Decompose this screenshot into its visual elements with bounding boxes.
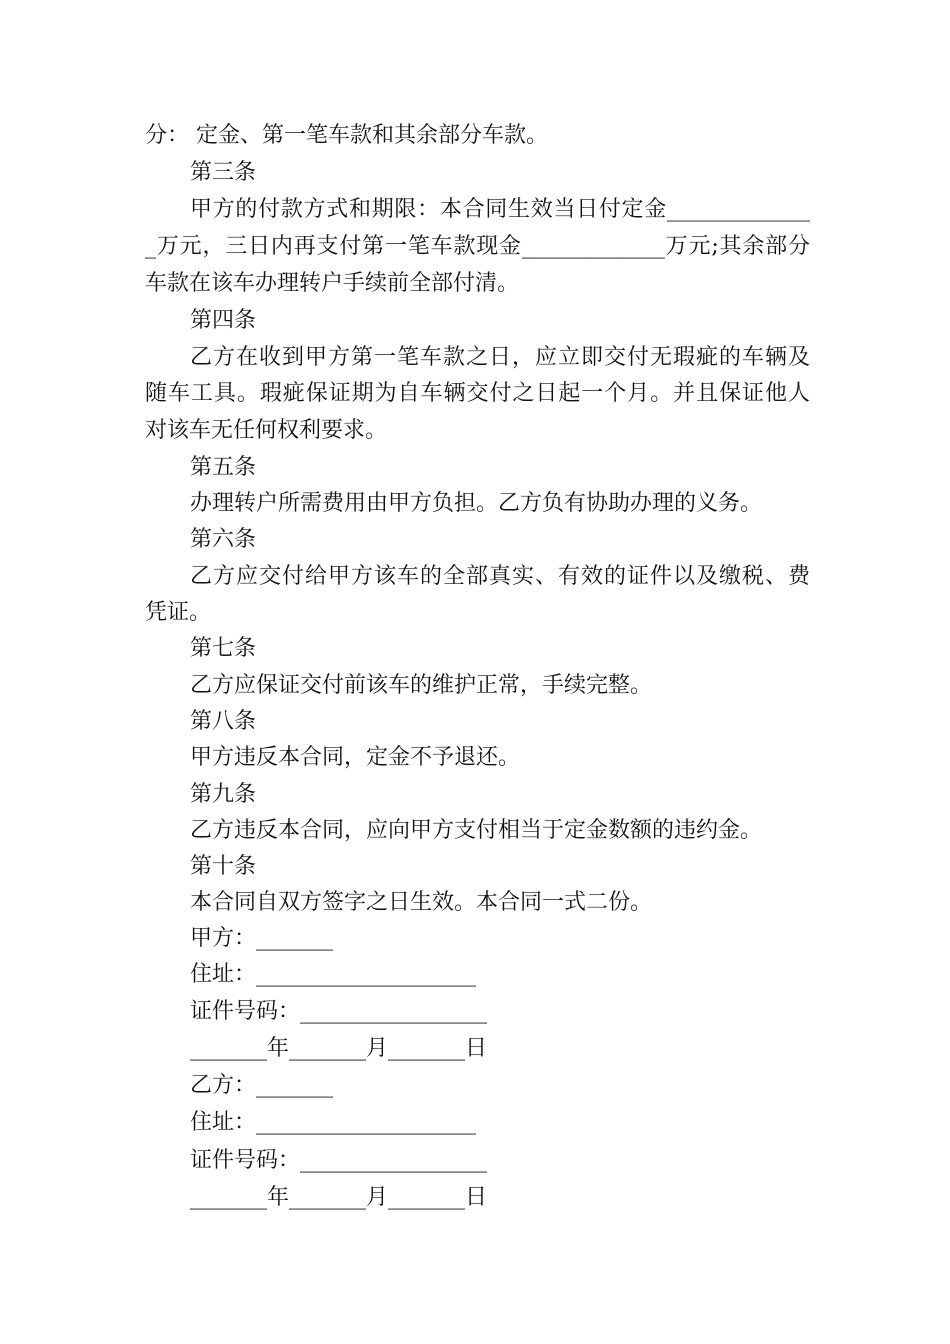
text-line: 甲方违反本合同，定金不予退还。	[190, 745, 521, 770]
text-line: _万元，三日内再支付第一笔车款现金_____________万元;其余部分	[145, 234, 810, 259]
clause-heading: 第三条	[190, 160, 257, 185]
text-line: 乙方违反本合同，应向甲方支付相当于定金数额的违约金。	[190, 818, 763, 843]
text-line: 分： 定金、第一笔车款和其余部分车款。	[145, 123, 548, 148]
party-b-id-field: 证件号码：_________________	[190, 1148, 488, 1173]
party-a-date-field: _______年_______月_______日	[190, 1036, 488, 1061]
text-line: 凭证。	[145, 600, 212, 625]
text-line: 对该车无任何权利要求。	[145, 418, 388, 443]
clause-heading: 第五条	[190, 455, 257, 480]
text-line: 甲方的付款方式和期限：本合同生效当日付定金_____________	[190, 197, 810, 222]
text-line: 随车工具。瑕疵保证期为自车辆交付之日起一个月。并且保证他人	[145, 381, 810, 406]
clause-heading: 第十条	[190, 854, 257, 879]
clause-heading: 第七条	[190, 636, 257, 661]
party-b-field: 乙方：_______	[190, 1073, 334, 1098]
text-line: 乙方在收到甲方第一笔车款之日，应立即交付无瑕疵的车辆及	[190, 345, 810, 370]
party-a-id-field: 证件号码：_________________	[190, 999, 488, 1024]
text-line: 车款在该车办理转户手续前全部付清。	[145, 271, 520, 296]
text-line: 乙方应保证交付前该车的维护正常，手续完整。	[190, 673, 653, 698]
clause-heading: 第六条	[190, 527, 257, 552]
party-b-date-field: _______年_______月_______日	[190, 1185, 488, 1210]
party-a-field: 甲方：_______	[190, 926, 334, 951]
party-a-address-field: 住址：____________________	[190, 962, 477, 987]
text-line: 办理转户所需费用由甲方负担。乙方负有协助办理的义务。	[190, 491, 763, 516]
clause-heading: 第九条	[190, 782, 257, 807]
clause-heading: 第四条	[190, 308, 257, 333]
clause-heading: 第八条	[190, 709, 257, 734]
text-line: 本合同自双方签字之日生效。本合同一式二份。	[190, 890, 653, 915]
text-line: 乙方应交付给甲方该车的全部真实、有效的证件以及缴税、费	[190, 564, 810, 589]
party-b-address-field: 住址：____________________	[190, 1110, 477, 1135]
